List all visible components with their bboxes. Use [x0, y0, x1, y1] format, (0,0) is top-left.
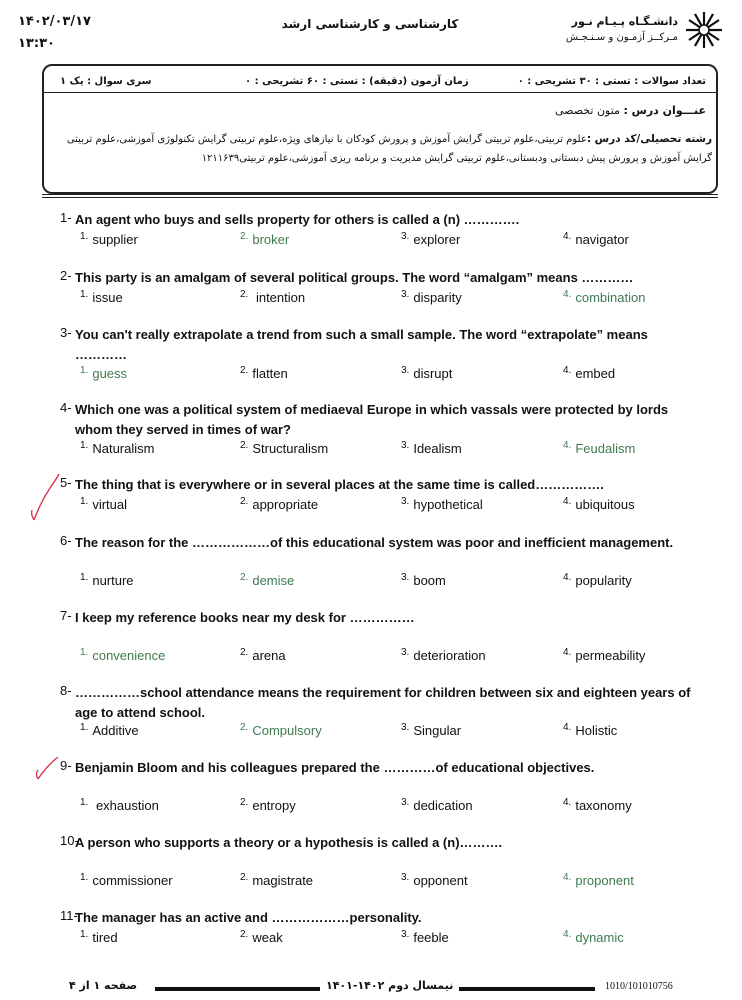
option-number: 2. [240, 797, 249, 808]
option-label: demise [252, 573, 295, 588]
answer-option[interactable] [80, 798, 159, 813]
answer-option[interactable] [563, 497, 635, 512]
answer-option[interactable] [401, 497, 483, 512]
answer-option[interactable] [240, 366, 288, 381]
option-label: nurture [92, 573, 134, 588]
option-label: popularity [575, 573, 632, 588]
question-number: 4- [60, 400, 72, 415]
question-text: The reason for the ………………of this educational system was poor and inefficient management. [75, 535, 674, 550]
option-label: guess [92, 366, 128, 381]
option-number: 1. [80, 231, 89, 242]
option-label: exhaustion [92, 798, 159, 813]
option-number: 1. [80, 647, 89, 658]
option-label: dynamic [575, 930, 624, 945]
exam-time: ۱۳:۳۰ [18, 36, 55, 51]
answer-option[interactable] [240, 441, 328, 456]
major-value: علوم تربیتی،علوم تربیتی گرایش آموزش و پرورش کودکان با نیازهای ویژه،علوم تربیتی گرایش تکنولوژی آموزشی،علوم تربیتی گرایش آموزش و پرورش پیش دبستانی ودبستانی،علوم تربیتی گرایش مدیریت و برنامه ریزی آموزشی،علوم تربیتی۱۲۱۱۶۳۹ [66, 134, 712, 164]
option-label: magistrate [252, 873, 314, 888]
question-number: 2- [60, 268, 72, 283]
exam-code: 1010/101010756 [605, 981, 673, 992]
option-label: issue [92, 290, 123, 305]
option-number: 3. [401, 929, 410, 940]
option-label: tired [92, 930, 118, 945]
question-text: This party is an amalgam of several political groups. The word “amalgam” means ………… [75, 270, 634, 285]
option-label: boom [413, 573, 446, 588]
answer-option[interactable] [240, 648, 286, 663]
option-label: Structuralism [252, 441, 329, 456]
answer-option[interactable] [401, 232, 460, 247]
question-text: The manager has an active and ………………personality. [75, 910, 422, 925]
exam-date: ۱۴۰۲/۰۳/۱۷ [18, 14, 91, 29]
answer-option[interactable] [80, 497, 127, 512]
option-label: combination [575, 290, 646, 305]
option-label: taxonomy [575, 798, 632, 813]
question-text: Benjamin Bloom and his colleagues prepared the …………of educational objectives. [75, 760, 595, 775]
answer-option[interactable] [401, 366, 452, 381]
option-label: dedication [413, 798, 473, 813]
option-number: 2. [240, 231, 249, 242]
option-label: entropy [252, 798, 296, 813]
option-number: 2. [240, 440, 249, 451]
answer-option[interactable] [563, 366, 615, 381]
option-number: 4. [563, 872, 572, 883]
answer-option[interactable] [563, 290, 645, 305]
question-number: 6- [60, 533, 72, 548]
option-label: appropriate [252, 497, 319, 512]
answer-option[interactable] [80, 648, 165, 663]
option-label: explorer [413, 232, 461, 247]
option-label: Additive [92, 723, 139, 738]
university-name: دانشـگـاه پـیـام نـور [571, 15, 678, 28]
option-number: 3. [401, 647, 410, 658]
page-number: صفحه ۱ از ۴ [65, 979, 141, 992]
answer-option[interactable] [80, 873, 173, 888]
option-number: 4. [563, 496, 572, 507]
answer-option[interactable] [401, 648, 486, 663]
answer-option[interactable] [401, 930, 449, 945]
question-text: You can't really extrapolate a trend from such a small sample. The word “extrapolate” means ………… [75, 327, 648, 362]
answer-option[interactable] [240, 798, 296, 813]
option-number: 1. [80, 929, 89, 940]
option-number: 3. [401, 572, 410, 583]
course-title [555, 104, 706, 117]
option-label: weak [252, 930, 283, 945]
answer-option[interactable] [80, 441, 154, 456]
question-number: 11- [60, 908, 78, 923]
option-number: 1. [80, 797, 89, 808]
option-number: 2. [240, 289, 249, 300]
pen-check-mark-icon [28, 470, 62, 526]
answer-option[interactable] [80, 290, 123, 305]
course-title-label: عنـــوان درس : [623, 104, 706, 117]
option-number: 3. [401, 289, 410, 300]
question-number: 7- [60, 608, 72, 623]
answer-option[interactable] [401, 290, 462, 305]
option-number: 4. [563, 572, 572, 583]
option-label: navigator [575, 232, 629, 247]
option-label: opponent [413, 873, 468, 888]
option-number: 3. [401, 872, 410, 883]
option-label: Singular [413, 723, 462, 738]
option-number: 1. [80, 440, 89, 451]
answer-option[interactable] [80, 232, 138, 247]
question-series: سری سوال : یک ۱ [60, 76, 152, 87]
option-number: 1. [80, 572, 89, 583]
answer-option[interactable] [401, 798, 473, 813]
question-number: 10- [60, 833, 79, 848]
option-number: 4. [563, 797, 572, 808]
option-label: commissioner [92, 873, 173, 888]
answer-option[interactable] [80, 930, 118, 945]
info-box-divider [44, 92, 716, 93]
option-label: arena [252, 648, 286, 663]
answer-option[interactable] [240, 232, 289, 247]
answer-option[interactable] [401, 573, 446, 588]
option-label: flatten [252, 366, 288, 381]
option-number: 3. [401, 231, 410, 242]
answer-option[interactable] [563, 648, 645, 663]
answer-option[interactable] [80, 366, 127, 381]
university-logo-icon [684, 10, 724, 50]
option-label: Naturalism [92, 441, 155, 456]
option-label: embed [575, 366, 616, 381]
option-label: Holistic [575, 723, 618, 738]
option-label: disparity [413, 290, 462, 305]
question-text: An agent who buys and sells property for others is called a (n) …………. [75, 212, 520, 227]
answer-option[interactable] [240, 290, 305, 305]
option-label: hypothetical [413, 497, 483, 512]
option-label: deterioration [413, 648, 486, 663]
question-number: 8- [60, 683, 72, 698]
option-number: 4. [563, 929, 572, 940]
answer-option[interactable] [240, 930, 283, 945]
question-number: 9- [60, 758, 72, 773]
answer-option[interactable] [240, 573, 294, 588]
header-separator [42, 194, 718, 198]
question-text: A person who supports a theory or a hypothesis is called a (n)………. [75, 835, 503, 850]
question-text: The thing that is everywhere or in several places at the same time is called……………. [75, 477, 604, 492]
option-label: Idealism [413, 441, 462, 456]
answer-option[interactable] [401, 723, 461, 738]
term-label: نیمسال دوم ۱۴۰۲-۱۴۰۱ [320, 979, 459, 992]
option-number: 4. [563, 722, 572, 733]
center-name: مـرکــز آزمـون و سـنـجـش [565, 32, 678, 43]
option-label: proponent [575, 873, 634, 888]
option-number: 3. [401, 440, 410, 451]
option-label: Feudalism [575, 441, 636, 456]
answer-option[interactable] [401, 873, 468, 888]
option-number: 2. [240, 929, 249, 940]
option-number: 2. [240, 365, 249, 376]
answer-option[interactable] [240, 723, 322, 738]
option-label: ubiquitous [575, 497, 635, 512]
answer-option[interactable] [240, 873, 313, 888]
option-number: 3. [401, 797, 410, 808]
answer-option[interactable] [563, 930, 624, 945]
option-label: supplier [92, 232, 138, 247]
option-label: Compulsory [252, 723, 322, 738]
option-number: 4. [563, 365, 572, 376]
option-number: 1. [80, 872, 89, 883]
question-text: ……………school attendance means the requirement for children between six and eighteen years of age to attend school. [75, 685, 691, 720]
course-title-value: متون تخصصی [555, 104, 620, 117]
option-number: 3. [401, 722, 410, 733]
option-number: 4. [563, 231, 572, 242]
major-course-code [62, 130, 712, 168]
option-number: 2. [240, 722, 249, 733]
question-number: 1- [60, 210, 72, 225]
exam-level-title: کارشناسی و کارشناسی ارشد [281, 17, 459, 31]
answer-option[interactable] [80, 723, 139, 738]
option-number: 3. [401, 365, 410, 376]
option-label: disrupt [413, 366, 453, 381]
option-number: 2. [240, 647, 249, 658]
option-number: 3. [401, 496, 410, 507]
answer-option[interactable] [401, 441, 462, 456]
option-number: 4. [563, 289, 572, 300]
option-number: 4. [563, 440, 572, 451]
question-text: Which one was a political system of mediaeval Europe in which vassals were protected by lords whom they served in times of war? [75, 402, 669, 437]
option-number: 1. [80, 722, 89, 733]
exam-duration: زمان آزمون (دقیقه) : تستی : ۶۰ تشریحی : ۰ [245, 76, 469, 87]
option-number: 1. [80, 365, 89, 376]
question-number: 5- [60, 475, 72, 490]
answer-option[interactable] [563, 441, 635, 456]
option-number: 4. [563, 647, 572, 658]
question-count: تعداد سوالات : تستی : ۳۰ تشریحی : ۰ [517, 76, 706, 87]
answer-option[interactable] [563, 232, 629, 247]
answer-option[interactable] [563, 873, 634, 888]
question-number: 3- [60, 325, 72, 340]
answer-option[interactable] [563, 723, 617, 738]
answer-option[interactable] [80, 573, 134, 588]
option-number: 1. [80, 289, 89, 300]
option-label: broker [252, 232, 290, 247]
option-number: 1. [80, 496, 89, 507]
option-label: convenience [92, 648, 166, 663]
option-number: 2. [240, 872, 249, 883]
pen-check-mark-icon [30, 755, 64, 783]
answer-option[interactable] [240, 497, 318, 512]
option-label: intention [252, 290, 306, 305]
option-number: 2. [240, 572, 249, 583]
option-label: permeability [575, 648, 646, 663]
major-label: رشته تحصیلی/کد درس : [586, 133, 712, 145]
option-number: 2. [240, 496, 249, 507]
option-label: feeble [413, 930, 449, 945]
answer-option[interactable] [563, 573, 632, 588]
question-text: I keep my reference books near my desk for …………… [75, 610, 415, 625]
option-label: virtual [92, 497, 128, 512]
answer-option[interactable] [563, 798, 632, 813]
